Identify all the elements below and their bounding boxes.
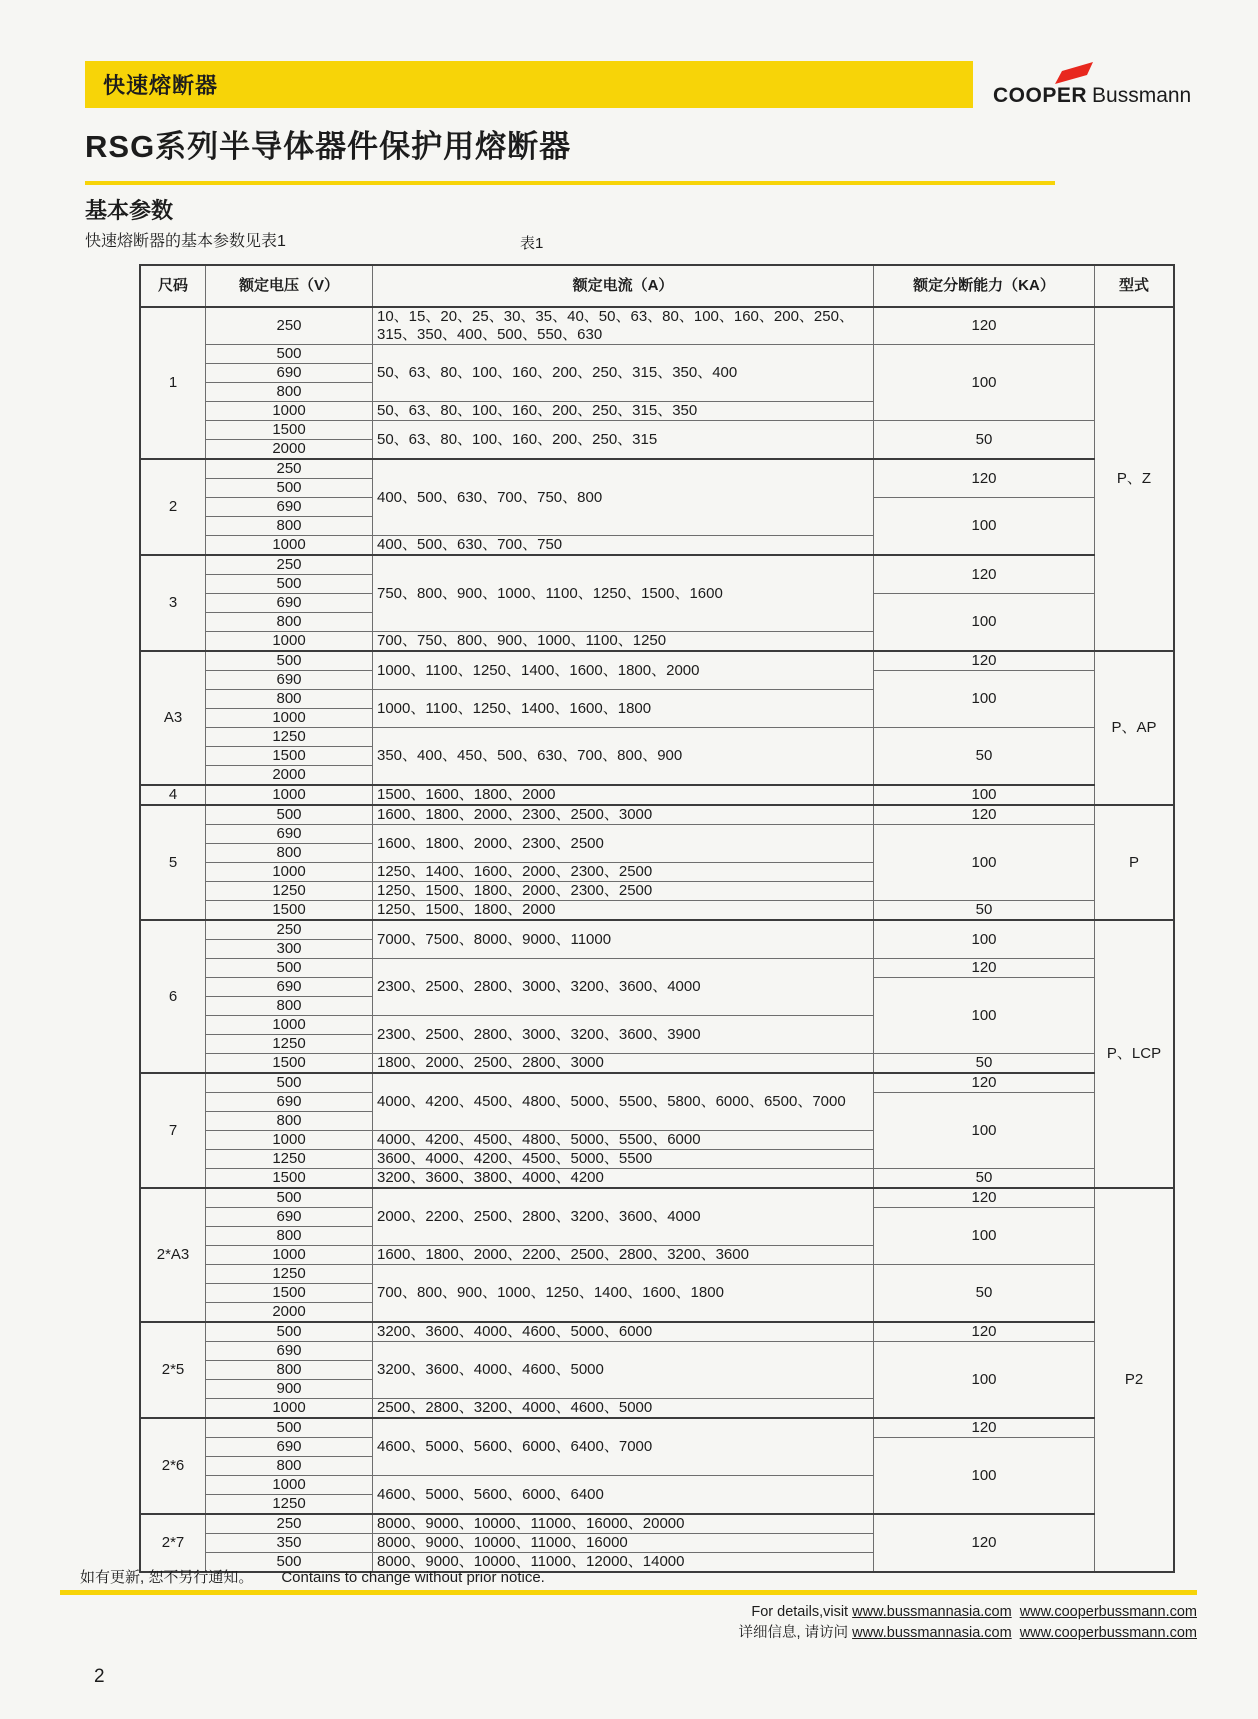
cell-ka: 100: [874, 1208, 1095, 1265]
cell-cur: 3600、4000、4200、4500、5000、5500: [373, 1150, 874, 1169]
column-header-rated-current: 额定电流（A）: [373, 265, 874, 307]
footer-links-prefix-cn: 详细信息, 请访问: [738, 1625, 849, 1641]
cell-cur: 2000、2200、2500、2800、3200、3600、4000: [373, 1188, 874, 1246]
category-banner: [85, 61, 973, 108]
cell-cur: 2300、2500、2800、3000、3200、3600、3900: [373, 1016, 874, 1054]
cell-ka: 120: [874, 959, 1095, 978]
footer-note-cn: 如有更新, 恕不另行通知。: [80, 1569, 254, 1586]
cell-volt: 800: [206, 613, 373, 632]
cell-volt: 690: [206, 1438, 373, 1457]
cell-volt: 1500: [206, 1169, 373, 1189]
table-row: [140, 345, 1174, 364]
cell-cur: 750、800、900、1000、1100、1250、1500、1600: [373, 555, 874, 632]
bussmannasia-link[interactable]: www.bussmannasia.com: [852, 1604, 1012, 1620]
cell-volt: 500: [206, 805, 373, 825]
cell-ka: 100: [874, 920, 1095, 959]
cell-cur: 1600、1800、2000、2300、2500、3000: [373, 805, 874, 825]
table-row: [140, 1054, 1174, 1074]
cell-volt: 1000: [206, 863, 373, 882]
cell-volt: 1500: [206, 901, 373, 921]
cell-cur: 3200、3600、4000、4600、5000、6000: [373, 1322, 874, 1342]
brand-cooper-text: COOPER: [993, 84, 1088, 107]
table-row: [140, 459, 1174, 479]
cell-type: P2: [1095, 1188, 1175, 1572]
cell-size: 7: [140, 1073, 206, 1188]
brand-flag-icon: [1051, 62, 1097, 84]
cell-volt: 500: [206, 575, 373, 594]
cell-volt: 800: [206, 1457, 373, 1476]
cell-cur: 1250、1500、1800、2000: [373, 901, 874, 921]
category-banner-label: 快速熔断器: [103, 73, 219, 98]
title-divider: [85, 181, 1055, 185]
page-title: RSG系列半导体器件保护用熔断器: [85, 129, 572, 164]
cell-cur: 50、63、80、100、160、200、250、315、350、400: [373, 345, 874, 402]
cell-volt: 1000: [206, 1016, 373, 1035]
cell-cur: 8000、9000、10000、11000、16000: [373, 1534, 874, 1553]
cell-cur: 50、63、80、100、160、200、250、315、350: [373, 402, 874, 421]
params-table-body: [140, 307, 1174, 1572]
cell-ka: 100: [874, 825, 1095, 901]
table-row: [140, 1265, 1174, 1284]
cell-volt: 690: [206, 364, 373, 383]
table-row: [140, 421, 1174, 440]
cell-cur: 1600、1800、2000、2300、2500: [373, 825, 874, 863]
cell-cur: 8000、9000、10000、11000、12000、14000: [373, 1553, 874, 1573]
page-header: [60, 61, 1197, 108]
cell-volt: 1250: [206, 882, 373, 901]
table-row: [140, 920, 1174, 940]
cooper-bussmann-logo: [993, 62, 1193, 108]
table-row: [140, 825, 1174, 844]
cell-volt: 1250: [206, 1035, 373, 1054]
column-header-type: 型式: [1095, 265, 1175, 307]
cell-volt: 1000: [206, 1246, 373, 1265]
cell-volt: 800: [206, 517, 373, 536]
cell-ka: 100: [874, 345, 1095, 421]
cell-type: P、LCP: [1095, 920, 1175, 1188]
table-caption: 表1: [520, 235, 544, 252]
cell-size: 5: [140, 805, 206, 920]
cell-cur: 2300、2500、2800、3000、3200、3600、4000: [373, 959, 874, 1016]
cell-cur: 7000、7500、8000、9000、11000: [373, 920, 874, 959]
cell-cur: 1600、1800、2000、2200、2500、2800、3200、3600: [373, 1246, 874, 1265]
cell-size: 2*A3: [140, 1188, 206, 1322]
table-row: [140, 1073, 1174, 1093]
cell-volt: 800: [206, 844, 373, 863]
cell-volt: 250: [206, 555, 373, 575]
footer-links-line-en: [739, 1602, 1197, 1623]
cell-volt: 250: [206, 1514, 373, 1534]
footer-divider: [60, 1590, 1197, 1595]
cell-type: P: [1095, 805, 1175, 920]
cell-cur: 3200、3600、4000、4600、5000: [373, 1342, 874, 1399]
cell-size: 4: [140, 785, 206, 805]
section-heading: 基本参数: [85, 198, 174, 223]
cell-ka: 120: [874, 805, 1095, 825]
cell-volt: 1000: [206, 1131, 373, 1150]
table-row: [140, 1322, 1174, 1342]
table-row: [140, 805, 1174, 825]
cell-size: 2*6: [140, 1418, 206, 1514]
cell-volt: 800: [206, 1361, 373, 1380]
cell-volt: 690: [206, 1342, 373, 1361]
cell-volt: 500: [206, 1322, 373, 1342]
cell-volt: 1000: [206, 1476, 373, 1495]
cell-ka: 100: [874, 785, 1095, 805]
table-header: [140, 265, 1174, 307]
cell-ka: 50: [874, 1169, 1095, 1189]
cell-volt: 500: [206, 345, 373, 364]
cell-volt: 690: [206, 825, 373, 844]
cell-size: 6: [140, 920, 206, 1073]
cell-cur: 350、400、450、500、630、700、800、900: [373, 728, 874, 786]
cell-cur: 1000、1100、1250、1400、1600、1800、2000: [373, 651, 874, 690]
cell-size: 1: [140, 307, 206, 459]
cell-volt: 1250: [206, 1150, 373, 1169]
cell-ka: 100: [874, 1093, 1095, 1169]
cell-ka: 120: [874, 651, 1095, 671]
cell-cur: 4000、4200、4500、4800、5000、5500、5800、6000、6500、7000: [373, 1073, 874, 1131]
table-row: [140, 728, 1174, 747]
cell-ka: 100: [874, 594, 1095, 652]
cell-volt: 800: [206, 1112, 373, 1131]
cell-ka: 120: [874, 1322, 1095, 1342]
cell-ka: 50: [874, 421, 1095, 460]
table-row: [140, 555, 1174, 575]
cell-ka: 120: [874, 307, 1095, 345]
cell-volt: 250: [206, 459, 373, 479]
intro-text: 快速熔断器的基本参数见表1: [85, 233, 286, 250]
cell-cur: 10、15、20、25、30、35、40、50、63、80、100、160、200、250、315、350、400、500、550、630: [373, 307, 874, 345]
cell-cur: 400、500、630、700、750: [373, 536, 874, 556]
cell-volt: 1000: [206, 709, 373, 728]
page-number: 2: [94, 1666, 105, 1687]
cell-volt: 800: [206, 1227, 373, 1246]
cell-volt: 500: [206, 1418, 373, 1438]
cell-volt: 1000: [206, 785, 373, 805]
brand-wordmark: [993, 84, 1193, 108]
cell-volt: 1000: [206, 1399, 373, 1419]
cell-volt: 250: [206, 920, 373, 940]
cell-volt: 800: [206, 383, 373, 402]
cell-volt: 500: [206, 479, 373, 498]
footer-links: [739, 1602, 1197, 1644]
cell-volt: 300: [206, 940, 373, 959]
footer-links-line-cn: [739, 1623, 1197, 1644]
cell-ka: 100: [874, 498, 1095, 556]
cell-volt: 250: [206, 307, 373, 345]
cell-cur: 3200、3600、3800、4000、4200: [373, 1169, 874, 1189]
cell-volt: 1500: [206, 747, 373, 766]
cell-volt: 1250: [206, 1495, 373, 1515]
bussmannasia-link-cn[interactable]: www.bussmannasia.com: [852, 1625, 1012, 1641]
cell-cur: 4000、4200、4500、4800、5000、5500、6000: [373, 1131, 874, 1150]
cooperbussmann-link[interactable]: www.cooperbussmann.com: [1019, 1604, 1197, 1620]
table-row: [140, 1188, 1174, 1208]
cell-volt: 500: [206, 959, 373, 978]
cell-volt: 690: [206, 498, 373, 517]
cell-cur: 700、800、900、1000、1250、1400、1600、1800: [373, 1265, 874, 1323]
cell-volt: 1500: [206, 421, 373, 440]
column-header-breaking-capacity: 额定分断能力（KA）: [874, 265, 1095, 307]
cell-cur: 700、750、800、900、1000、1100、1250: [373, 632, 874, 652]
column-header-rated-voltage: 额定电压（V）: [206, 265, 373, 307]
cell-ka: 100: [874, 978, 1095, 1054]
cell-volt: 1250: [206, 1265, 373, 1284]
cell-volt: 690: [206, 1093, 373, 1112]
cell-volt: 1500: [206, 1054, 373, 1074]
cell-volt: 500: [206, 651, 373, 671]
cell-cur: 4600、5000、5600、6000、6400: [373, 1476, 874, 1515]
cell-volt: 500: [206, 1553, 373, 1573]
basic-parameters-table: [139, 264, 1175, 1573]
footer-note: [80, 1566, 545, 1587]
cell-type: P、AP: [1095, 651, 1175, 805]
cell-cur: 1000、1100、1250、1400、1600、1800: [373, 690, 874, 728]
column-header-size: 尺码: [140, 265, 206, 307]
cell-ka: 120: [874, 1188, 1095, 1208]
cell-ka: 100: [874, 671, 1095, 728]
cell-volt: 2000: [206, 1303, 373, 1323]
cell-volt: 690: [206, 978, 373, 997]
table-row: [140, 901, 1174, 921]
cell-volt: 690: [206, 1208, 373, 1227]
table-row: [140, 1418, 1174, 1438]
cell-ka: 50: [874, 1265, 1095, 1323]
cell-ka: 50: [874, 728, 1095, 786]
cell-volt: 1500: [206, 1284, 373, 1303]
cell-cur: 4600、5000、5600、6000、6400、7000: [373, 1418, 874, 1476]
cell-cur: 1250、1400、1600、2000、2300、2500: [373, 863, 874, 882]
cell-cur: 1500、1600、1800、2000: [373, 785, 874, 805]
footer-note-en: Contains to change without prior notice.: [281, 1569, 545, 1586]
table-row: [140, 1169, 1174, 1189]
cell-size: A3: [140, 651, 206, 785]
cell-volt: 350: [206, 1534, 373, 1553]
cell-cur: 1250、1500、1800、2000、2300、2500: [373, 882, 874, 901]
cell-ka: 120: [874, 555, 1095, 594]
table-row: [140, 959, 1174, 978]
cell-cur: 1800、2000、2500、2800、3000: [373, 1054, 874, 1074]
cell-volt: 900: [206, 1380, 373, 1399]
cell-volt: 1000: [206, 632, 373, 652]
table-row: [140, 307, 1174, 345]
cell-cur: 2500、2800、3200、4000、4600、5000: [373, 1399, 874, 1419]
cell-volt: 800: [206, 997, 373, 1016]
cell-ka: 100: [874, 1342, 1095, 1419]
cell-volt: 1250: [206, 728, 373, 747]
table-row: [140, 1514, 1174, 1534]
table-row: [140, 785, 1174, 805]
cell-ka: 120: [874, 459, 1095, 498]
cell-volt: 690: [206, 594, 373, 613]
table-row: [140, 1342, 1174, 1361]
cell-size: 3: [140, 555, 206, 651]
cell-ka: 120: [874, 1514, 1095, 1572]
intro-row: [85, 228, 1197, 250]
brand-bussmann-text: Bussmann: [1092, 84, 1192, 107]
cell-type: P、Z: [1095, 307, 1175, 651]
cell-volt: 2000: [206, 766, 373, 786]
cell-cur: 8000、9000、10000、11000、16000、20000: [373, 1514, 874, 1534]
cell-size: 2*5: [140, 1322, 206, 1418]
cell-ka: 100: [874, 1438, 1095, 1515]
cell-volt: 1000: [206, 402, 373, 421]
table-header-row: [140, 265, 1174, 307]
cell-cur: 50、63、80、100、160、200、250、315: [373, 421, 874, 460]
cooperbussmann-link-cn[interactable]: www.cooperbussmann.com: [1019, 1625, 1197, 1641]
table-row: [140, 651, 1174, 671]
cell-ka: 120: [874, 1418, 1095, 1438]
cell-volt: 500: [206, 1188, 373, 1208]
footer-links-prefix-en: For details,visit: [751, 1604, 849, 1620]
cell-cur: 400、500、630、700、750、800: [373, 459, 874, 536]
cell-volt: 800: [206, 690, 373, 709]
cell-size: 2: [140, 459, 206, 555]
cell-size: 2*7: [140, 1514, 206, 1572]
cell-volt: 1000: [206, 536, 373, 556]
cell-volt: 690: [206, 671, 373, 690]
cell-ka: 50: [874, 901, 1095, 921]
cell-volt: 500: [206, 1073, 373, 1093]
cell-ka: 120: [874, 1073, 1095, 1093]
cell-volt: 2000: [206, 440, 373, 460]
cell-ka: 50: [874, 1054, 1095, 1074]
